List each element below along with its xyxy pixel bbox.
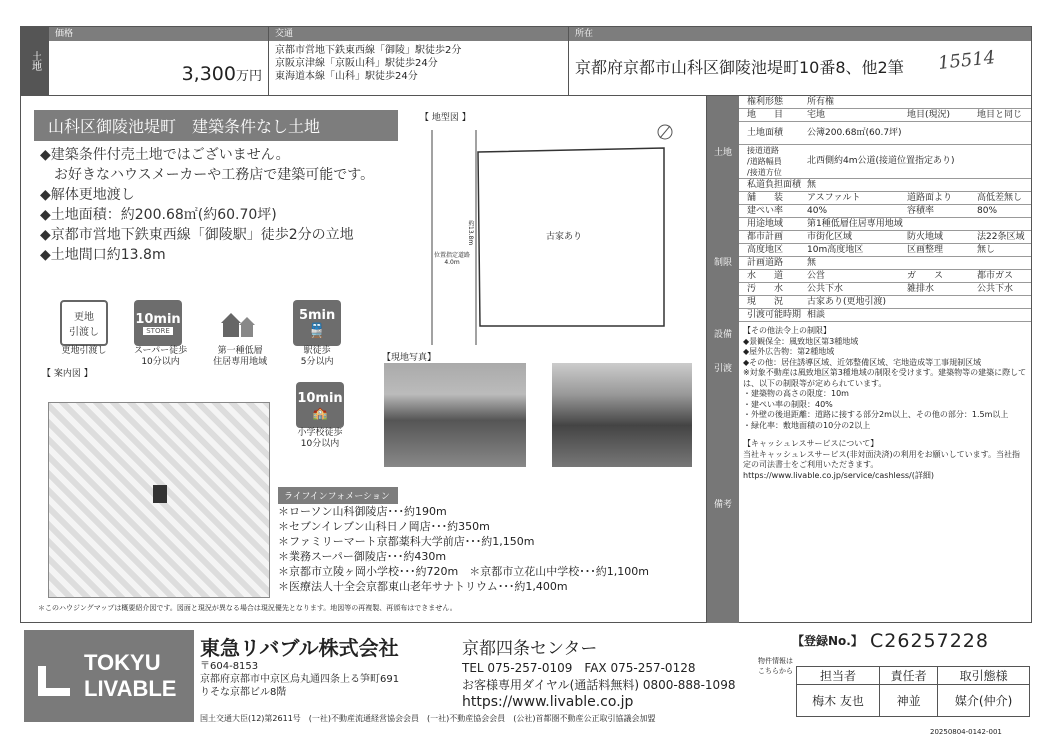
guide-label: 【 案内図 】 xyxy=(42,369,93,379)
disclaimer: ＊このハウジングマップは概要紹介図です。図面と現況が異なる場合は現況優先となります。地図等の再複製、再頒布はできません。 xyxy=(38,604,457,612)
icon-vacant-land: 更地 引渡し 更地引渡し xyxy=(60,300,108,368)
life-item: ＊京都市立陵ヶ岡小学校･･･約720m ＊京都市立花山中学校･･･約1,100m xyxy=(278,565,649,578)
access-label: 交通 xyxy=(269,27,568,41)
qr-note: 物件情報は こちらから xyxy=(758,657,793,675)
feature-title: 山科区御陵池堤町 建築条件なし土地 xyxy=(34,110,398,141)
reg-label: 【登録No.】 xyxy=(792,634,863,648)
free-dial: お客様専用ダイヤル(通話料無料) 0800-888-1098 xyxy=(462,678,736,692)
table-row: 私道負担面積 無 xyxy=(739,179,1031,192)
icon-residential-zone: 第一種低層 住居専用地域 xyxy=(213,300,267,368)
address-value: 京都府京都市山科区御陵池堤町10番8、他2筆 xyxy=(575,58,904,77)
table-row: 土地面積 公簿200.68㎡(60.7坪) xyxy=(739,122,1031,145)
land-tag: 土地 xyxy=(21,27,49,95)
doc-code: 20250804-0142-001 xyxy=(930,728,1002,736)
feature-bullet: ◆土地間口約13.8m xyxy=(40,247,166,263)
table-row: 用途地域 第1種低層住居専用地域 xyxy=(739,218,1031,231)
company-logo: TOKYU LIVABLE xyxy=(24,630,194,722)
table-row: 高度地区 10m高度地区 区画整理 無し xyxy=(739,244,1031,257)
icon-school: 10min 🏫 小学校徒歩 10分以内 xyxy=(296,382,344,450)
contact-info xyxy=(462,660,735,711)
table-row: 計画道路 無 xyxy=(739,257,1031,270)
access-line: 京都市営地下鉄東西線「御陵」駅徒歩2分 xyxy=(275,45,462,56)
tag-restriction: 制限 xyxy=(707,206,739,316)
photo-label: 【現地写真】 xyxy=(382,353,437,363)
table-row: 接道道路 /道路幅員 /接道方位 北西側約4m公道(接道位置指定あり) xyxy=(739,145,1031,179)
table-row: 現 況 古家あり(更地引渡) xyxy=(739,296,1031,309)
company-address: 〒604-8153 京都府京都市中京区烏丸通四条上る笋町691 りそな京都ビル8階 xyxy=(200,661,400,698)
address-label: 所在 xyxy=(569,27,1031,41)
notes: 【その他法令上の制限】 ◆景観保全：風致地区第3種地域 ◆屋外広告物：第2種地域 ◆その他：居住誘導区域、近郊整備区域、宅地造成等工事規制区域 ※対象不動産は風致地区第3種地域の制限を受けます。建築物等の建築に際しては、以下の制限等が定められています。 ・建築物の高さの限度：10m ・建ぺい率の制限：40% ・外壁の後退距離：道路に接する部分2m以上、その他の部分：1.5m以上 ・緑化率：敷地面積の10分の2以上 【キャッシュレスサービスについて】 当社キャッシュレスサービス(非対面決済)の利用をお願いしています。当社指定の司法書士をご利用いただきます。 https://www.livable.co.jp/service/cashless/(詳細) xyxy=(743,326,1027,480)
tel-fax: TEL 075-257-0109 FAX 075-257-0128 xyxy=(462,661,696,675)
feature-section xyxy=(34,110,398,269)
feature-bullet: ◆京都市営地下鉄東西線「御陵駅」徒歩2分の立地 xyxy=(40,227,354,243)
access-line: 東海道本線「山科」駅徒歩24分 xyxy=(275,71,418,82)
icon-station: 5min 🚆 駅徒歩 5分以内 xyxy=(293,300,341,368)
branch-name: 京都四条センター xyxy=(462,639,598,659)
life-item: ＊ファミリーマート京都薬科大学前店･･･約1,150m xyxy=(278,535,535,548)
life-item: ＊医療法人十全会京都東山老年サナトリウム･･･約1,400m xyxy=(278,580,568,593)
table-row: 舗 装 アスファルト 道路面より 高低差無し xyxy=(739,192,1031,205)
reg-number: C26257228 xyxy=(870,630,989,652)
frontage-label: 約13.8m xyxy=(467,220,474,246)
tag-notes: 備考 xyxy=(707,384,739,623)
life-item: ＊ローソン山科御陵店･･･約190m xyxy=(278,505,447,518)
life-item: ＊業務スーパー御陵店･･･約430m xyxy=(278,550,447,563)
tag-land: 土地 xyxy=(707,96,739,206)
feature-bullet: お好きなハウスメーカーや工務店で建築可能です。 xyxy=(54,167,375,183)
house-label: 古家あり xyxy=(546,232,583,242)
price-label: 価格 xyxy=(49,27,268,41)
table-row: 引渡可能時期 相談 xyxy=(739,309,1031,322)
handwritten-number: 15514 xyxy=(937,47,997,74)
site-photo-1 xyxy=(384,363,526,467)
tag-delivery: 引渡 xyxy=(707,350,739,384)
site-photo-2 xyxy=(552,363,692,467)
life-item: ＊セブンイレブン山科日ノ岡店･･･約350m xyxy=(278,520,490,533)
plan-label: 【 地型図 】 xyxy=(420,113,471,123)
access-cell xyxy=(269,27,569,95)
table-row: 都市計画 市街化区域 防火地域 法22条区域 xyxy=(739,231,1031,244)
table-row: 汚 水 公共下水 雑排水 公共下水 xyxy=(739,283,1031,296)
property-table xyxy=(706,96,1032,623)
feature-bullet: ◆建築条件付売土地ではございません。 xyxy=(40,147,290,163)
life-title: ライフインフォメーション xyxy=(278,487,398,504)
table-row: 権利形態 所有権 xyxy=(739,96,1031,109)
header-box xyxy=(20,26,1032,96)
feature-bullet: ◆解体更地渡し xyxy=(40,187,135,203)
price-value: 3,300万円 xyxy=(181,63,262,85)
price-cell xyxy=(49,27,269,95)
license-info: 国土交通大臣(12)第2611号 (一社)不動産流通経営協会会員 (一社)不動産協会会員 (公社)首都圏不動産公正取引協議会加盟 xyxy=(200,714,656,723)
staff-table: 担当者 責任者 取引態様 梅木 友也 神並 媒介(仲介) xyxy=(796,666,1030,717)
company-name: 東急リバブル株式会社 xyxy=(200,636,399,660)
icon-supermarket: 10min STORE スーパー徒歩 10分以内 xyxy=(134,300,187,368)
tag-facility: 設備 xyxy=(707,316,739,350)
website-link[interactable]: https://www.livable.co.jp xyxy=(462,694,634,710)
site-marker xyxy=(153,485,167,503)
icon-row xyxy=(60,300,341,368)
access-line: 京阪京津線「京阪山科」駅徒歩24分 xyxy=(275,58,438,69)
table-row: 水 道 公営 ガ ス 都市ガス xyxy=(739,270,1031,283)
table-row: 地 目 宅地 地目(現況) 地目と同じ xyxy=(739,109,1031,122)
guide-map xyxy=(48,402,270,598)
address-cell xyxy=(569,27,1031,95)
road-label: 位置指定道路 4.0m xyxy=(434,252,471,266)
feature-bullet: ◆土地面積：約200.68㎡(約60.70坪) xyxy=(40,207,277,223)
life-info xyxy=(278,487,688,594)
table-row: 建ぺい率 40% 容積率 80% xyxy=(739,205,1031,218)
